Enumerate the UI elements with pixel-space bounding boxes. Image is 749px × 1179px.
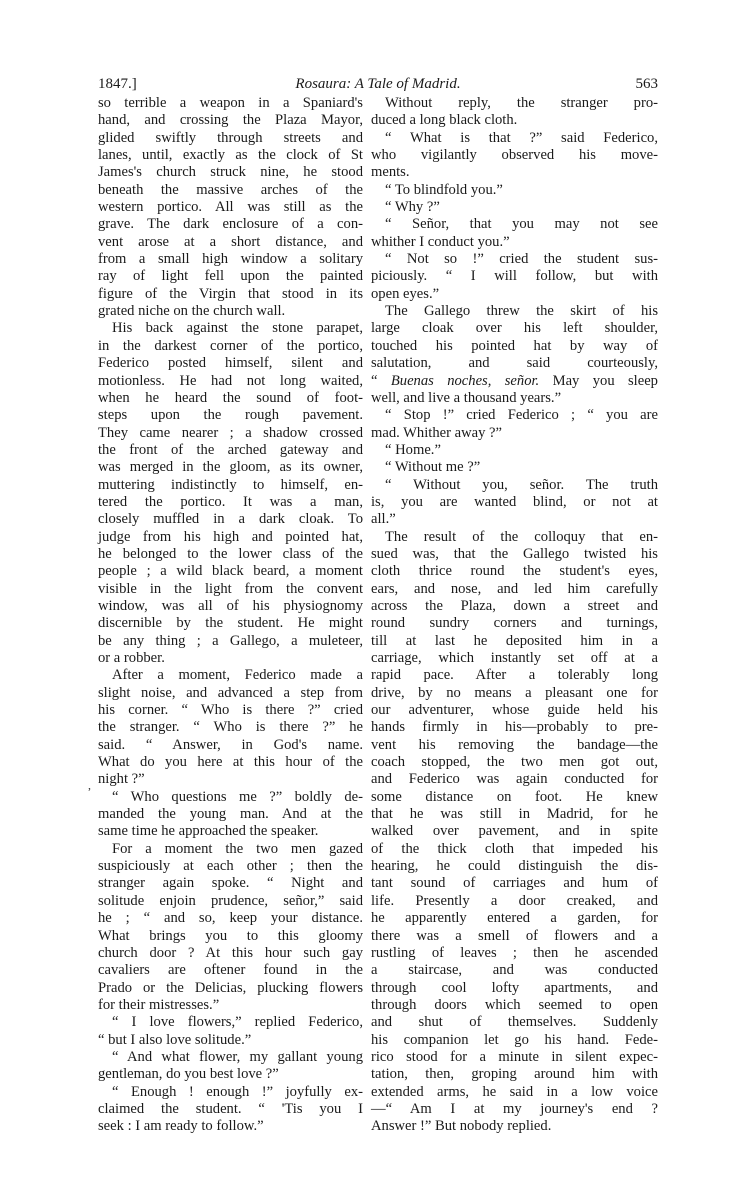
left-column [98,95,363,1136]
header-year: 1847.] [98,76,137,92]
text-line: What brings you to this gloomy [98,927,363,944]
text-line: some distance on foot. He knew [371,788,658,805]
text-line: duced a long black cloth. [371,112,518,129]
text-line: hands firmly in his—probably to pre- [371,719,658,736]
text-line: solitude enjoin prudence, señor,” said [98,892,363,909]
text-line: tered the portico. It was a man, [98,493,363,510]
text-line: ears, and nose, and led him carefully [371,580,658,597]
text-line: The Gallego threw the skirt of his [385,303,658,320]
text-line: cavaliers are oftener found in the [98,962,363,979]
text-line: whither I conduct you.” [371,233,510,250]
text-line: James's church struck nine, he stood [98,164,363,181]
text-line: visible in the light from the convent [98,580,363,597]
text-line: vent his removing the bandage—the [371,736,658,753]
text-line: seek : I am ready to follow.” [98,1118,264,1135]
text-line: and shut of themselves. Suddenly [371,1014,658,1031]
text-line: motionless. He had not long waited, [98,372,363,389]
text-line: gentleman, do you best love ?” [98,1066,279,1083]
text-line: in the darkest corner of the portico, [98,337,363,354]
text-line: Federico posted himself, silent and [98,355,363,372]
text-line: “ but I also love solitude.” [98,1031,252,1048]
text-line: claimed the student. “ 'Tis you I [98,1100,363,1117]
text-line: from a small high window a solitary [98,251,363,268]
text-line: western portico. All was still as the [98,199,363,216]
text-line: steps upon the rough pavement. [98,407,363,424]
text-line: cloth thrice round the student's eyes, [371,563,658,580]
text-line: when he heard the sound of foot- [98,389,363,406]
text-line: through doors which seemed to open [371,996,658,1013]
text-line: touched his pointed hat by way of [371,337,658,354]
text-line: mad. Whither away ?” [371,424,503,441]
text-line: drive, by no means a pleasant one for [371,684,658,701]
text-line: “ I love flowers,” replied Federico, [112,1014,363,1031]
text-line: “ Home.” [385,441,441,458]
text-line: manded the young man. And at the [98,806,363,823]
text-line: “ Without you, señor. The truth [385,476,658,493]
text-line: he ; “ and so, keep your distance. [98,910,363,927]
text-line: that he was still in Madrid, for he [371,806,658,823]
text-line: ray of light fell upon the painted [98,268,363,285]
text-line: “ And what flower, my gallant young [112,1048,363,1065]
text-line: tant sound of carriages and hum of [371,875,658,892]
text-line: “ To blindfold you.” [385,181,503,198]
text-line: After a moment, Federico made a [112,667,363,684]
text-line: Without reply, the stranger pro- [385,95,658,111]
text-line: sued was, that the Gallego twisted his [371,545,658,562]
text-line: coach stopped, the two men got out, [371,754,658,771]
text-line: His back against the stone parapet, [112,320,363,337]
text-line: window, was all of his physiognomy [98,597,363,614]
text-line: Prado or the Delicias, plucking flowers [98,979,363,996]
text-line: rustling of leaves ; then he ascended [371,944,658,961]
text-line: figure of the Virgin that stood in its [98,285,363,302]
text-line: piciously. “ I will follow, but with [371,268,658,285]
text-line: our adventurer, whose guide held his [371,702,658,719]
text-line: tation, then, groping around him with [371,1066,658,1083]
text-line: he belonged to the lower class of the [98,545,363,562]
text-line: judge from his high and pointed hat, [98,528,363,545]
text-line: his corner. “ Who is there ?” cried [98,702,363,719]
text-line: same time he approached the speaker. [98,823,319,840]
text-line: a staircase, and was conducted [371,962,658,979]
text-line: beneath the massive arches of the [98,181,363,198]
text-line: his companion let go his hand. Fede- [371,1031,658,1048]
text-line: life. Presently a door creaked, and [371,892,658,909]
page-number: 563 [635,76,658,92]
text-line: “ Not so !” cried the student sus- [385,251,658,268]
text-line: and Federico was again conducted for [371,771,658,788]
text-line: rico stood for a minute in silent expec- [371,1048,658,1065]
text-line: “ Stop !” cried Federico ; “ you are [385,407,658,424]
text-line: night ?” [98,771,145,788]
text-line: well, and live a thousand years.” [371,389,562,406]
text-line: the front of the arched gateway and [98,441,363,458]
text-line: people ; a wild black beard, a moment [98,563,363,580]
text-line: church door ? At this hour such gay [98,944,363,961]
header-title: Rosaura: A Tale of Madrid. [295,76,461,92]
text-line: “ Why ?” [385,199,440,216]
text-line: grated niche on the church wall. [98,303,286,320]
text-line: closely muffled in a dark cloak. To [98,511,363,528]
text-line: Answer !” But nobody replied. [371,1118,552,1135]
text-line: “ Enough ! enough !” joyfully ex- [112,1083,363,1100]
running-head [98,74,658,94]
text-line: “ Buenas noches, señor. May you sleep [371,372,658,389]
text-line: walked over pavement, and in spite [371,823,658,840]
text-line: be any thing ; a Gallego, a muleteer, [98,632,363,649]
text-line: extended arms, he said in a low voice [371,1083,658,1100]
margin-mark: , [88,778,91,792]
text-line: suspiciously at each other ; then the [98,858,363,875]
text-line: the stranger. “ Who is there ?” he [98,719,363,736]
text-line: or a robber. [98,650,165,666]
text-line: They came nearer ; a shadow crossed [98,424,363,441]
text-line: hearing, he could distinguish the dis- [371,858,658,875]
text-line: rapid pace. After a tolerably long [371,667,658,684]
text-line: muttering indistinctly to himself, en- [98,476,363,493]
text-line: large cloak over his left shoulder, [371,320,658,337]
text-line: open eyes.” [371,285,440,302]
text-line: said. “ Answer, in God's name. [98,736,363,753]
text-line: for their mistresses.” [98,996,220,1013]
text-line: so terrible a weapon in a Spaniard's [98,95,363,111]
text-line: was merged in the gloom, as its owner, [98,459,363,476]
text-line: round sundry corners and turnings, [371,615,658,632]
text-line: “ Without me ?” [385,459,481,476]
text-line: who vigilantly observed his move- [371,147,658,164]
text-line: “ What is that ?” said Federico, [385,129,658,146]
text-line: lanes, until, exactly as the clock of St [98,147,363,164]
right-column [371,95,658,1136]
text-line: “ Who questions me ?” boldly de- [112,788,363,805]
text-line: ments. [371,164,410,181]
text-line: discernible by the student. He might [98,615,363,632]
text-line: of the thick cloth that impeded his [371,840,658,857]
text-line: through cool lofty apartments, and [371,979,658,996]
text-line: For a moment the two men gazed [112,840,363,857]
text-line: vent arose at a short distance, and [98,233,363,250]
text-line: “ Señor, that you may not see [385,216,658,233]
text-line: across the Plaza, down a street and [371,597,658,614]
text-line: all.” [371,511,396,528]
text-line: The result of the colloquy that en- [385,528,658,545]
text-line: he apparently entered a garden, for [371,910,658,927]
text-line: till at last he deposited him in a [371,632,658,649]
text-line: slight noise, and advanced a step from [98,684,363,701]
text-line: What do you here at this hour of the [98,754,363,771]
text-line: grave. The dark enclosure of a con- [98,216,363,233]
text-line: stranger again spoke. “ Night and [98,875,363,892]
text-line: there was a smell of flowers and a [371,927,658,944]
text-line: —“ Am I at my journey's end ? [371,1100,658,1117]
text-line: salutation, and said courteously, [371,355,658,372]
text-line: is, you are wanted blind, or not at [371,493,658,510]
text-line: glided swiftly through streets and [98,129,363,146]
text-line: carriage, which instantly set off at a [371,650,658,666]
text-line: hand, and crossing the Plaza Mayor, [98,112,363,129]
